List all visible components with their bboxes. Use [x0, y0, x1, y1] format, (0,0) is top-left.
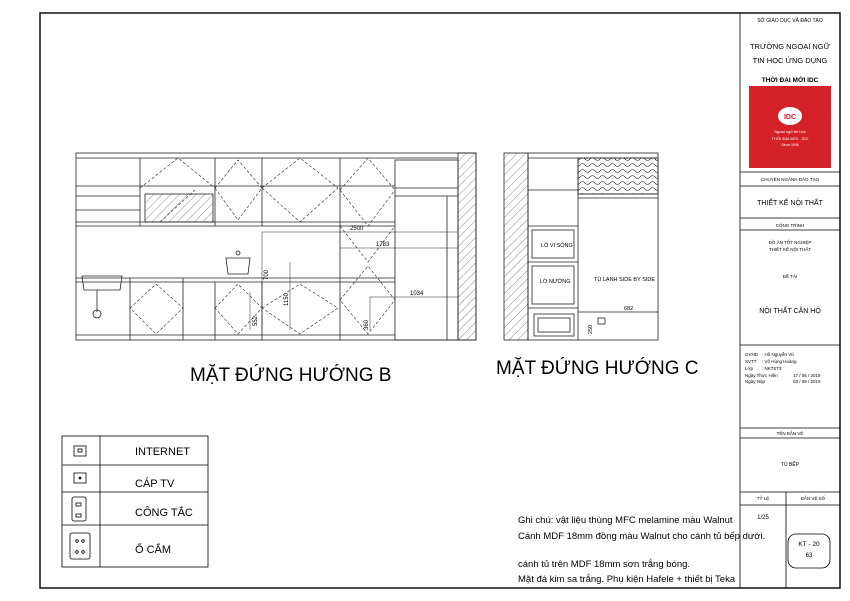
- range-hood: [145, 194, 213, 222]
- note-1: Ghi chú: vật liệu thùng MFC melamine màu Walnut: [518, 515, 733, 526]
- logo-line-1: Ngoại ngữ tin học: [774, 129, 806, 134]
- dim-2500: 2500: [350, 226, 364, 232]
- logo-line-3: Since 1996: [781, 143, 799, 147]
- tb-drawing-name: TỦ BẾP: [780, 462, 800, 468]
- tb-sheet-label: BẢN VẼ SỐ: [800, 496, 826, 501]
- tb-date-start-key: Ngày Thực Hiện: [745, 373, 778, 378]
- tb-school-2: TIN HỌC ỨNG DỤNG: [752, 56, 828, 65]
- label-microwave: LÒ VI SÓNG: [541, 243, 573, 249]
- elevation-b: [76, 153, 476, 340]
- tb-date-submit-key: Ngày Nộp: [745, 379, 766, 384]
- dim-552: 552: [253, 315, 259, 326]
- title-block: [740, 13, 840, 588]
- tb-class-key: Lớp: [745, 366, 753, 371]
- view-c-title: MẶT ĐỨNG HƯỚNG C: [496, 358, 699, 379]
- legend-internet: INTERNET: [135, 446, 190, 458]
- dim-360: 360: [364, 319, 370, 330]
- logo-line-2: THỜI ĐẠI MỚI - IDC: [771, 136, 809, 141]
- tb-dept: SỞ GIÁO DỤC VÀ ĐÀO TẠO: [757, 18, 823, 24]
- idc-logo-box: [749, 86, 831, 168]
- legend-socket: Ổ CẮM: [135, 544, 172, 556]
- tb-major-label: CHUYÊN NGÀNH ĐÀO TẠO: [761, 177, 819, 182]
- cooktop-pot: [226, 258, 250, 274]
- note-2-text: Cánh MDF 18mm đồng màu Walnut cho cánh tủ bếp dưới.: [518, 531, 766, 542]
- wall-hatch-b: [458, 153, 476, 340]
- tb-class-val: : NK7ST3: [762, 366, 782, 371]
- dim-682: 682: [624, 306, 634, 312]
- tb-sheet-code: KT - 20: [798, 541, 820, 548]
- logo-mark: IDC: [783, 114, 797, 121]
- wall-hatch-c: [504, 153, 528, 340]
- tb-topic-label: ĐỀ TÀI: [782, 274, 798, 279]
- tb-major: THIẾT KẾ NỘI THẤT: [757, 200, 823, 207]
- note-4: Mặt đá kim sa trắng. Phụ kiện Hafele + thiết bị Teka: [518, 574, 736, 585]
- tall-cabinet: [395, 160, 458, 340]
- tb-svtt-val: : Võ Hùng Hoàng: [762, 359, 797, 364]
- tb-topic: NỘI THẤT CĂN HỘ: [759, 308, 821, 315]
- dim-1150: 1150: [284, 293, 290, 306]
- elevation-c: [504, 153, 658, 340]
- note-3: cánh tủ trên MDF 18mm sơn trắng bóng.: [518, 559, 691, 570]
- internet-symbol: [74, 446, 86, 456]
- tb-project-label: CÔNG TRÌNH: [775, 223, 805, 228]
- tb-drawing-name-label: TÊN BẢN VẼ: [776, 431, 804, 436]
- dim-700: 700: [264, 269, 270, 280]
- sheet-border: [40, 13, 840, 588]
- legend-switch: CÔNG TẮC: [135, 507, 193, 519]
- dim-250: 250: [588, 324, 594, 334]
- elevation-b-outline: [76, 153, 476, 340]
- socket-symbol: [70, 533, 90, 559]
- label-fridge: TỦ LẠNH SIDE BY SIDE: [594, 277, 656, 283]
- tb-sheet-no: 63: [805, 553, 813, 559]
- label-oven: LÒ NƯỚNG: [540, 279, 571, 285]
- oven: [532, 266, 574, 304]
- tb-school-3: THỜI ĐẠI MỚI IDC: [761, 77, 819, 84]
- tb-scale-label: TỶ LỆ: [756, 496, 770, 501]
- tb-gvhd-key: GVHD: [745, 352, 759, 357]
- view-b-title: MẶT ĐỨNG HƯỚNG B: [190, 365, 392, 386]
- dim-1034: 1034: [410, 291, 424, 297]
- tb-school-1: TRƯỜNG NGOẠI NGỮ: [749, 42, 831, 51]
- tb-svtt-key: SVTT: [745, 359, 757, 364]
- fridge-top-panel: [578, 158, 658, 194]
- tb-scale: 1/25: [757, 515, 769, 521]
- tb-gvhd-val: : Hồ Nguyễn Vũ: [762, 352, 794, 357]
- dim-1783: 1783: [376, 242, 390, 248]
- tb-project-1: ĐỒ ÁN TỐT NGHIỆP: [768, 240, 812, 245]
- switch-symbol: [72, 497, 86, 521]
- tb-date-start-val: 17 / 06 / 2019: [793, 373, 821, 378]
- tb-date-submit-val: 03 / 09 / 2019: [793, 379, 821, 384]
- tb-project-2: THIẾT KẾ NỘI THẤT: [768, 247, 812, 252]
- note-2: [518, 531, 765, 542]
- legend-tv: CÁP TV: [135, 478, 175, 490]
